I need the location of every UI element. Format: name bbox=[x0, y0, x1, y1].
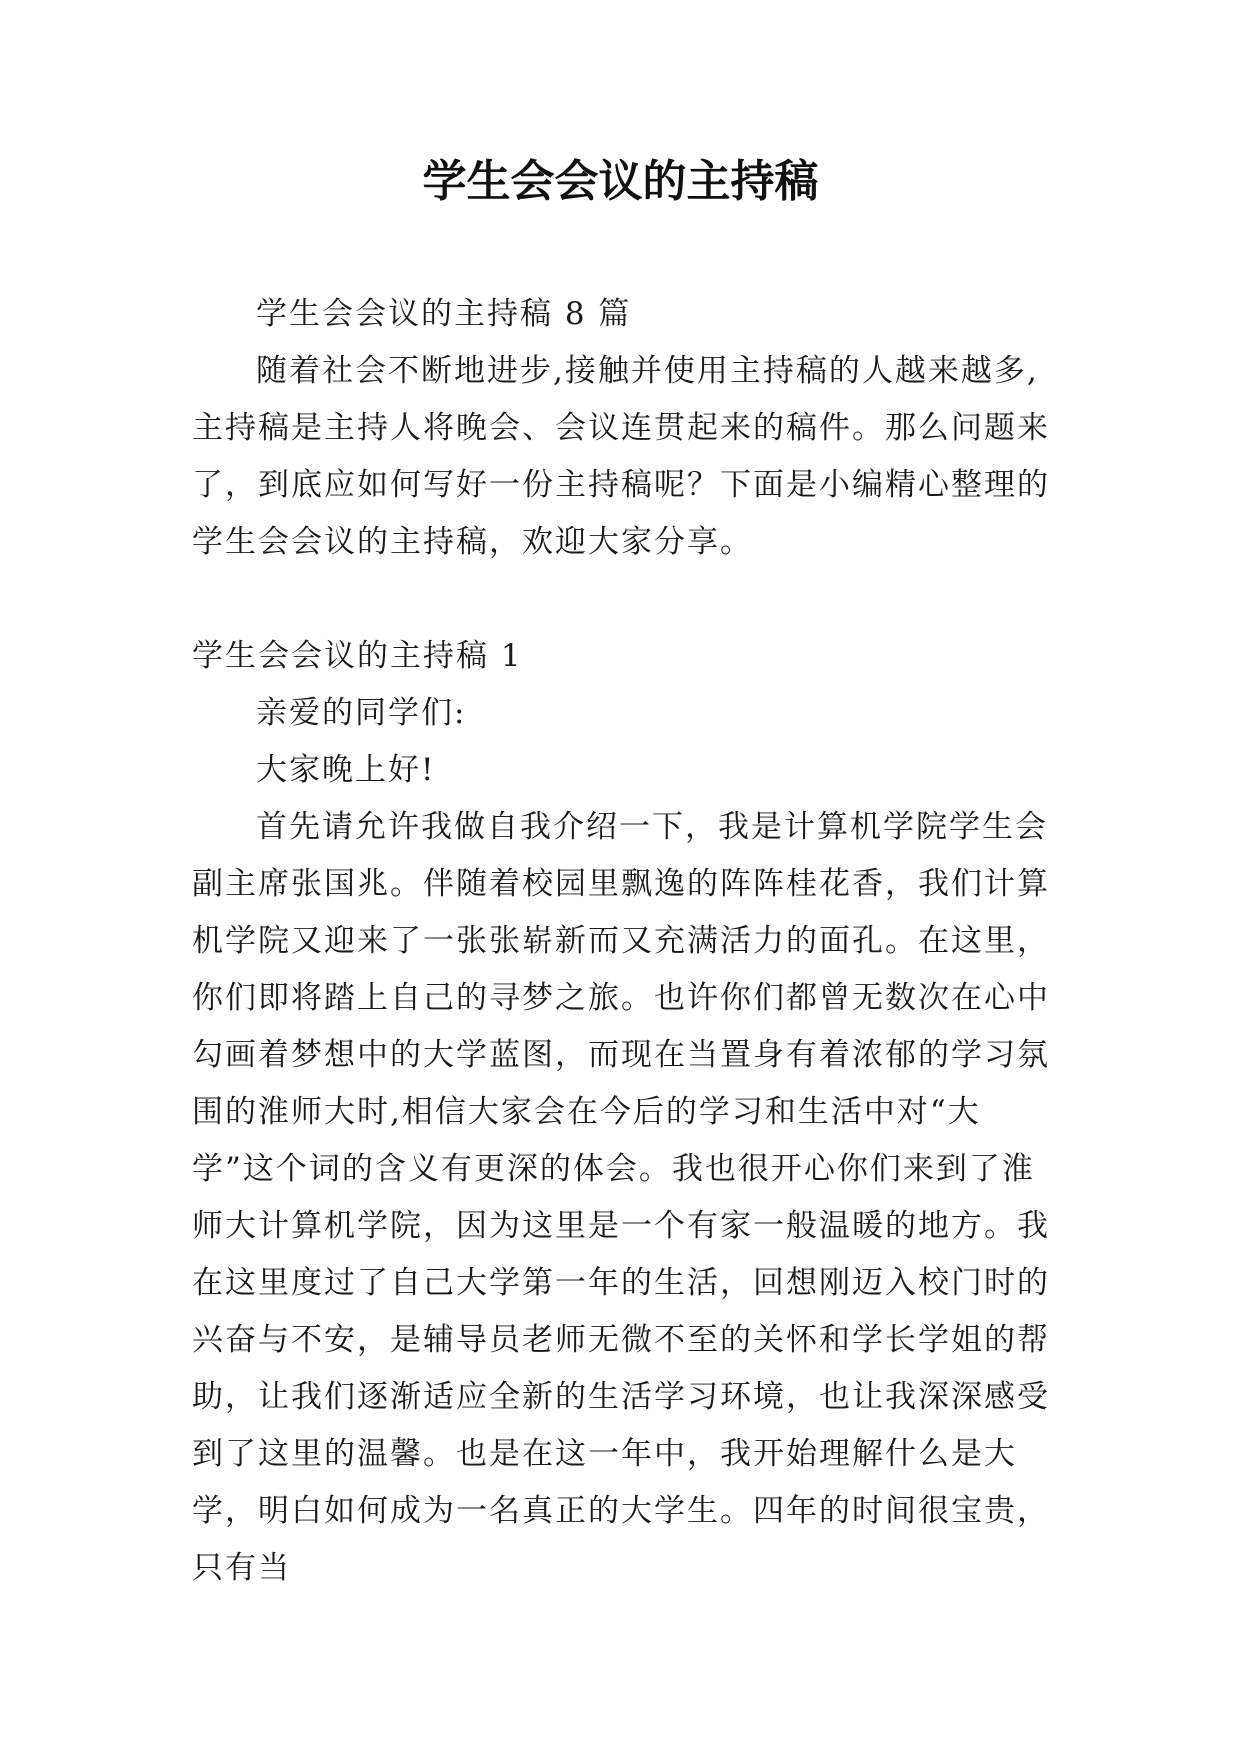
body-paragraph: 首先请允许我做自我介绍一下，我是计算机学院学生会副主席张国兆。伴随着校园里飘逸的阵阵桂花香，我们计算机学院又迎来了一张张崭新而又充满活力的面孔。在这里，你们即将踏上自己的寻梦之旅。也许你们都曾无数次在心中勾画着梦想中的大学蓝图，而现在当置身有着浓郁的学习氛围的淮师大时,相信大家会在今后的学习和生活中对“大学”这个词的含义有更深的体会。我也很开心你们来到了淮师大计算机学院，因为这里是一个有家一般温暖的地方。我在这里度过了自己大学第一年的生活，回想刚迈入校门时的兴奋与不安，是辅导员老师无微不至的关怀和学长学姐的帮助，让我们逐渐适应全新的生活学习环境，也让我深深感受到了这里的温馨。也是在这一年中，我开始理解什么是大学，明白如何成为一名真正的大学生。四年的时间很宝贵，只有当 bbox=[192, 809, 1050, 1586]
section-heading: 学生会会议的主持稿 1 bbox=[192, 638, 523, 674]
intro-paragraph: 随着社会不断地进步,接触并使用主持稿的人越来越多,主持稿是主持人将晚会、会议连贯起来的稿件。那么问题来了，到底应如何写好一份主持稿呢？下面是小编精心整理的学生会会议的主持稿，欢迎大家分享。 bbox=[192, 353, 1050, 560]
greeting: 大家晚上好! bbox=[256, 752, 436, 788]
document-subtitle: 学生会会议的主持稿 8 篇 bbox=[256, 296, 632, 332]
document-body bbox=[192, 286, 1060, 1597]
salutation: 亲爱的同学们: bbox=[256, 695, 467, 731]
document-title: 学生会会议的主持稿 bbox=[422, 156, 819, 207]
paragraph-spacer bbox=[192, 571, 1060, 628]
